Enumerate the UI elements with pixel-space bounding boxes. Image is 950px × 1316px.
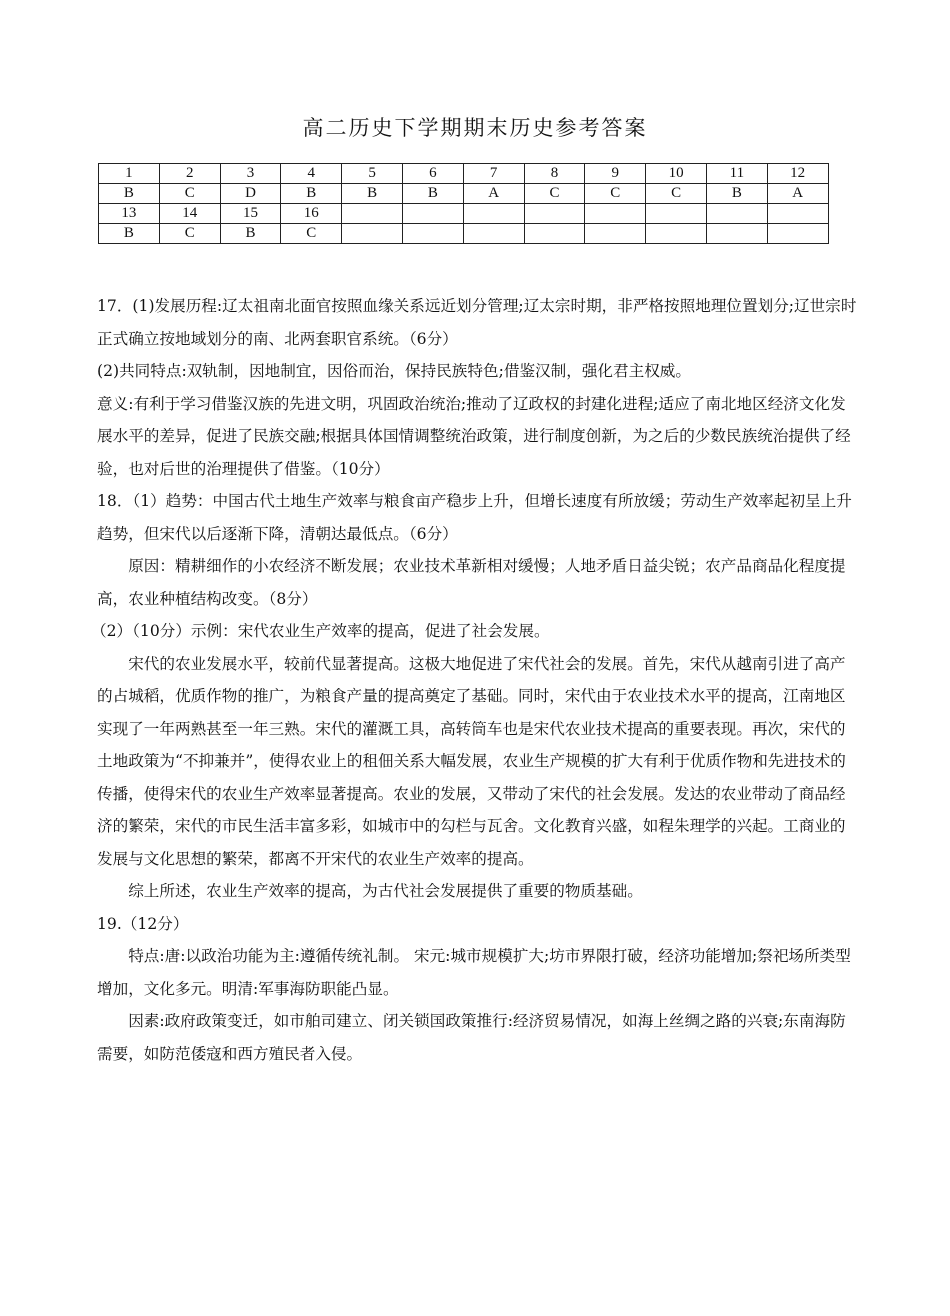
table-cell: 7	[463, 164, 524, 184]
table-cell: C	[159, 184, 220, 204]
table-cell: 10	[646, 164, 707, 184]
table-cell	[706, 204, 767, 224]
table-cell	[342, 224, 403, 244]
table-cell: C	[524, 184, 585, 204]
table-cell: B	[706, 184, 767, 204]
table-cell: C	[159, 224, 220, 244]
table-cell: 2	[159, 164, 220, 184]
answer-table	[98, 163, 829, 244]
table-cell: 6	[402, 164, 463, 184]
table-cell: 12	[767, 164, 828, 184]
q19-factors: 因素:政府政策变迁，如市舶司建立、闭关锁国政策推行:经济贸易情况，如海上丝绸之路的兴衰;东南海防需要，如防范倭寇和西方殖民者入侵。	[97, 1012, 846, 1063]
table-cell: 5	[342, 164, 403, 184]
table-cell: A	[463, 184, 524, 204]
q17-part1: 17．(1)发展历程:辽太祖南北面官按照血缘关系远近划分管理;辽太宗时期，非严格按照地理位置划分;辽世宗时正式确立按地域划分的南、北两套职官系统。（6分）	[97, 297, 857, 348]
q17-significance: 意义:有利于学习借鉴汉族的先进文明，巩固政治统治;推动了辽政权的封建化进程;适应了南北地区经济文化发展水平的差异，促进了民族交融;根据具体国情调整统治政策，进行制度创新，为之后的少数民族统治提供了经验，也对后世的治理提供了借鉴。（10分）	[97, 394, 851, 478]
table-cell	[646, 204, 707, 224]
q18-part2-heading: （2）（10分）示例：宋代农业生产效率的提高，促进了社会发展。	[91, 622, 550, 640]
page-title: 高二历史下学期期末历史参考答案	[302, 116, 648, 140]
answer-body	[91, 290, 857, 1070]
q19-heading: 19.（12分）	[97, 914, 189, 933]
q18-reasons: 原因：精耕细作的小农经济不断发展；农业技术革新相对缓慢；人地矛盾日益尖锐；农产品商品化程度提高，农业种植结构改变。（8分）	[97, 557, 846, 608]
table-cell: 1	[99, 164, 160, 184]
q18-conclusion: 综上所述，农业生产效率的提高，为古代社会发展提供了重要的物质基础。	[128, 882, 643, 900]
table-cell: B	[342, 184, 403, 204]
q19-features: 特点:唐:以政治功能为主:遵循传统礼制。 宋元:城市规模扩大;坊市界限打破，经济功能增加;祭祀场所类型增加，文化多元。明清:军事海防职能凸显。	[97, 947, 851, 998]
q18-part1: 18．（1）趋势：中国古代土地生产效率与粮食亩产稳步上升，但增长速度有所放缓；劳动生产效率起初呈上升趋势，但宋代以后逐渐下降，清朝达最低点。（6分）	[97, 492, 852, 543]
table-cell	[767, 204, 828, 224]
table-cell: B	[220, 224, 281, 244]
table-cell: 14	[159, 204, 220, 224]
table-cell	[767, 224, 828, 244]
table-cell: C	[281, 224, 342, 244]
table-row	[99, 184, 829, 204]
q17-part2: (2)共同特点:双轨制，因地制宜，因俗而治，保持民族特色;借鉴汉制，强化君主权威。	[97, 362, 691, 380]
table-cell	[342, 204, 403, 224]
table-cell: D	[220, 184, 281, 204]
table-cell	[463, 204, 524, 224]
table-cell: B	[99, 184, 160, 204]
table-row	[99, 164, 829, 184]
table-row	[99, 204, 829, 224]
table-cell	[585, 224, 646, 244]
table-row	[99, 224, 829, 244]
table-cell	[524, 204, 585, 224]
table-cell: C	[585, 184, 646, 204]
table-cell: 13	[99, 204, 160, 224]
table-cell: 9	[585, 164, 646, 184]
table-cell: C	[646, 184, 707, 204]
table-cell: B	[99, 224, 160, 244]
table-cell	[524, 224, 585, 244]
table-cell	[646, 224, 707, 244]
table-cell: A	[767, 184, 828, 204]
table-cell: 11	[706, 164, 767, 184]
table-cell: 15	[220, 204, 281, 224]
table-cell	[585, 204, 646, 224]
table-cell: 3	[220, 164, 281, 184]
table-cell: 16	[281, 204, 342, 224]
table-cell: B	[281, 184, 342, 204]
table-cell	[706, 224, 767, 244]
table-cell	[402, 224, 463, 244]
table-cell: 4	[281, 164, 342, 184]
q18-essay: 宋代的农业发展水平，较前代显著提高。这极大地促进了宋代社会的发展。首先，宋代从越南引进了高产的占城稻，优质作物的推广，为粮食产量的提高奠定了基础。同时，宋代由于农业技术水平的提高，江南地区实现了一年两熟甚至一年三熟。宋代的灌溉工具，高转筒车也是宋代农业技术提高的重要表现。再次，宋代的土地政策为“不抑兼并”，使得农业上的租佃关系大幅发展，农业生产规模的扩大有利于优质作物和先进技术的传播，使得宋代的农业生产效率显著提高。农业的发展，又带动了宋代的社会发展。发达的农业带动了商品经济的繁荣，宋代的市民生活丰富多彩，如城市中的勾栏与瓦舍。文化教育兴盛，如程朱理学的兴起。工商业的发展与文化思想的繁荣，都离不开宋代的农业生产效率的提高。	[97, 654, 846, 868]
table-cell	[402, 204, 463, 224]
table-cell: B	[402, 184, 463, 204]
table-cell	[463, 224, 524, 244]
table-cell: 8	[524, 164, 585, 184]
